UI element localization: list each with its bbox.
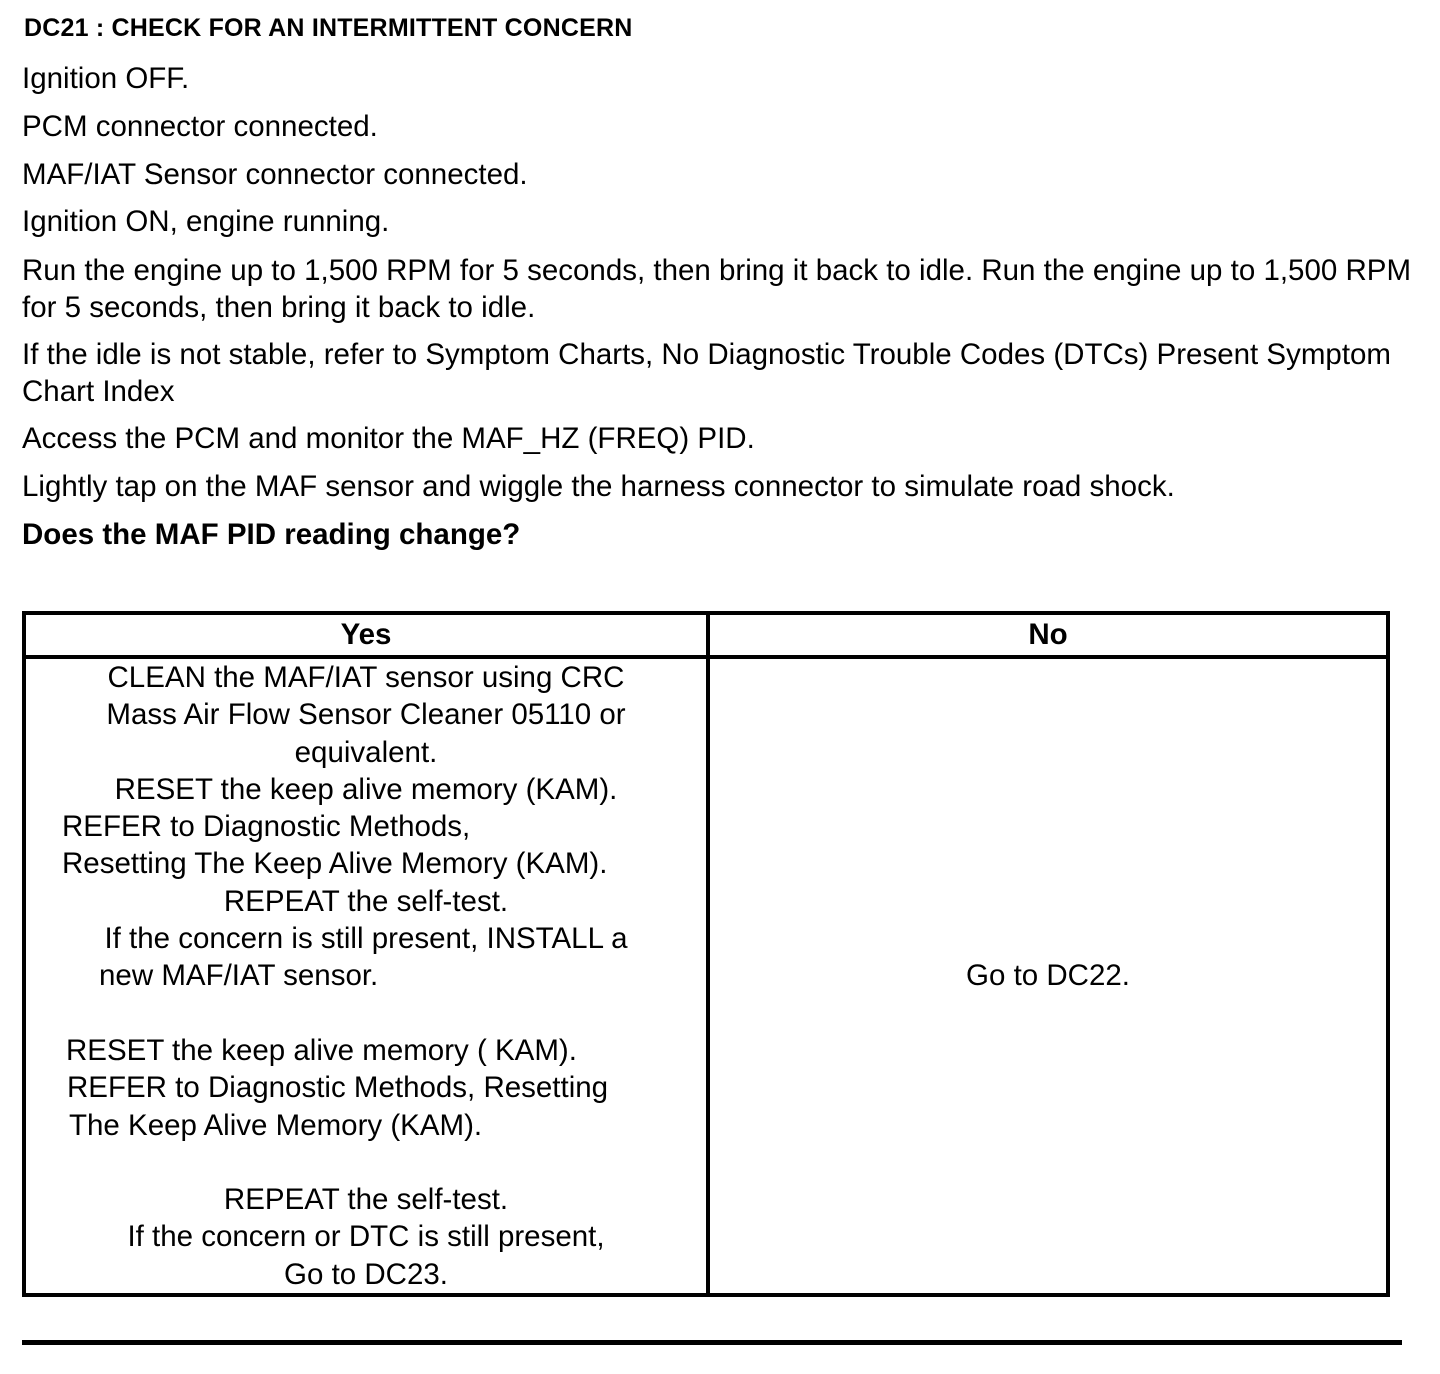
yes-line: RESET the keep alive memory (KAM). xyxy=(114,772,618,806)
yes-line: REPEAT the self-test. xyxy=(223,884,509,918)
result-table-row xyxy=(24,657,1388,1295)
yes-line: REFER to Diagnostic Methods, xyxy=(62,810,471,844)
yes-line: Resetting The Keep Alive Memory (KAM). xyxy=(62,847,608,881)
yes-line: REPEAT the self-test. xyxy=(223,1183,509,1217)
bottom-divider xyxy=(22,1340,1402,1345)
yes-line: REFER to Diagnostic Methods, Resetting xyxy=(67,1071,609,1105)
no-cell: Go to DC22. xyxy=(708,657,1388,1295)
step-ignition-off: Ignition OFF. xyxy=(22,62,190,95)
step-pcm-connector: PCM connector connected. xyxy=(22,110,378,143)
result-table xyxy=(22,611,1390,1297)
yes-cell xyxy=(24,657,708,1295)
yes-line: CLEAN the MAF/IAT sensor using CRC xyxy=(107,661,625,694)
yes-line: Go to DC23. xyxy=(284,1257,448,1291)
page-title: DC21 : CHECK FOR AN INTERMITTENT CONCERN xyxy=(24,14,633,42)
spacer xyxy=(26,995,706,1032)
yes-line: If the concern or DTC is still present, xyxy=(127,1220,605,1254)
step-maf-iat-connector: MAF/IAT Sensor connector connected. xyxy=(22,158,528,191)
spacer xyxy=(26,1144,706,1181)
yes-line: Mass Air Flow Sensor Cleaner 05110 or xyxy=(106,698,626,732)
step-tap-maf-sensor: Lightly tap on the MAF sensor and wiggle the harness connector to simulate road shock. xyxy=(22,470,1175,503)
yes-line: equivalent. xyxy=(294,735,438,769)
diagnostic-question: Does the MAF PID reading change? xyxy=(22,518,521,551)
yes-line: The Keep Alive Memory (KAM). xyxy=(69,1108,483,1142)
step-idle-not-stable: If the idle is not stable, refer to Symptom Charts, No Diagnostic Trouble Codes (DTCs) Present Symptom Chart Index xyxy=(22,338,1391,408)
step-access-pcm: Access the PCM and monitor the MAF_HZ (FREQ) PID. xyxy=(22,422,755,455)
result-table-header-row xyxy=(24,613,1388,657)
header-yes: Yes xyxy=(24,613,708,657)
yes-line: RESET the keep alive memory ( KAM). xyxy=(66,1033,577,1067)
step-ignition-on: Ignition ON, engine running. xyxy=(22,205,390,238)
header-no: No xyxy=(708,613,1388,657)
yes-line: If the concern is still present, INSTALL a xyxy=(104,922,628,956)
step-run-engine: Run the engine up to 1,500 RPM for 5 seconds, then bring it back to idle. Run the engine up to 1,500 RPM for 5 seconds, then bring it back to idle. xyxy=(22,254,1412,324)
yes-line: new MAF/IAT sensor. xyxy=(99,959,379,993)
